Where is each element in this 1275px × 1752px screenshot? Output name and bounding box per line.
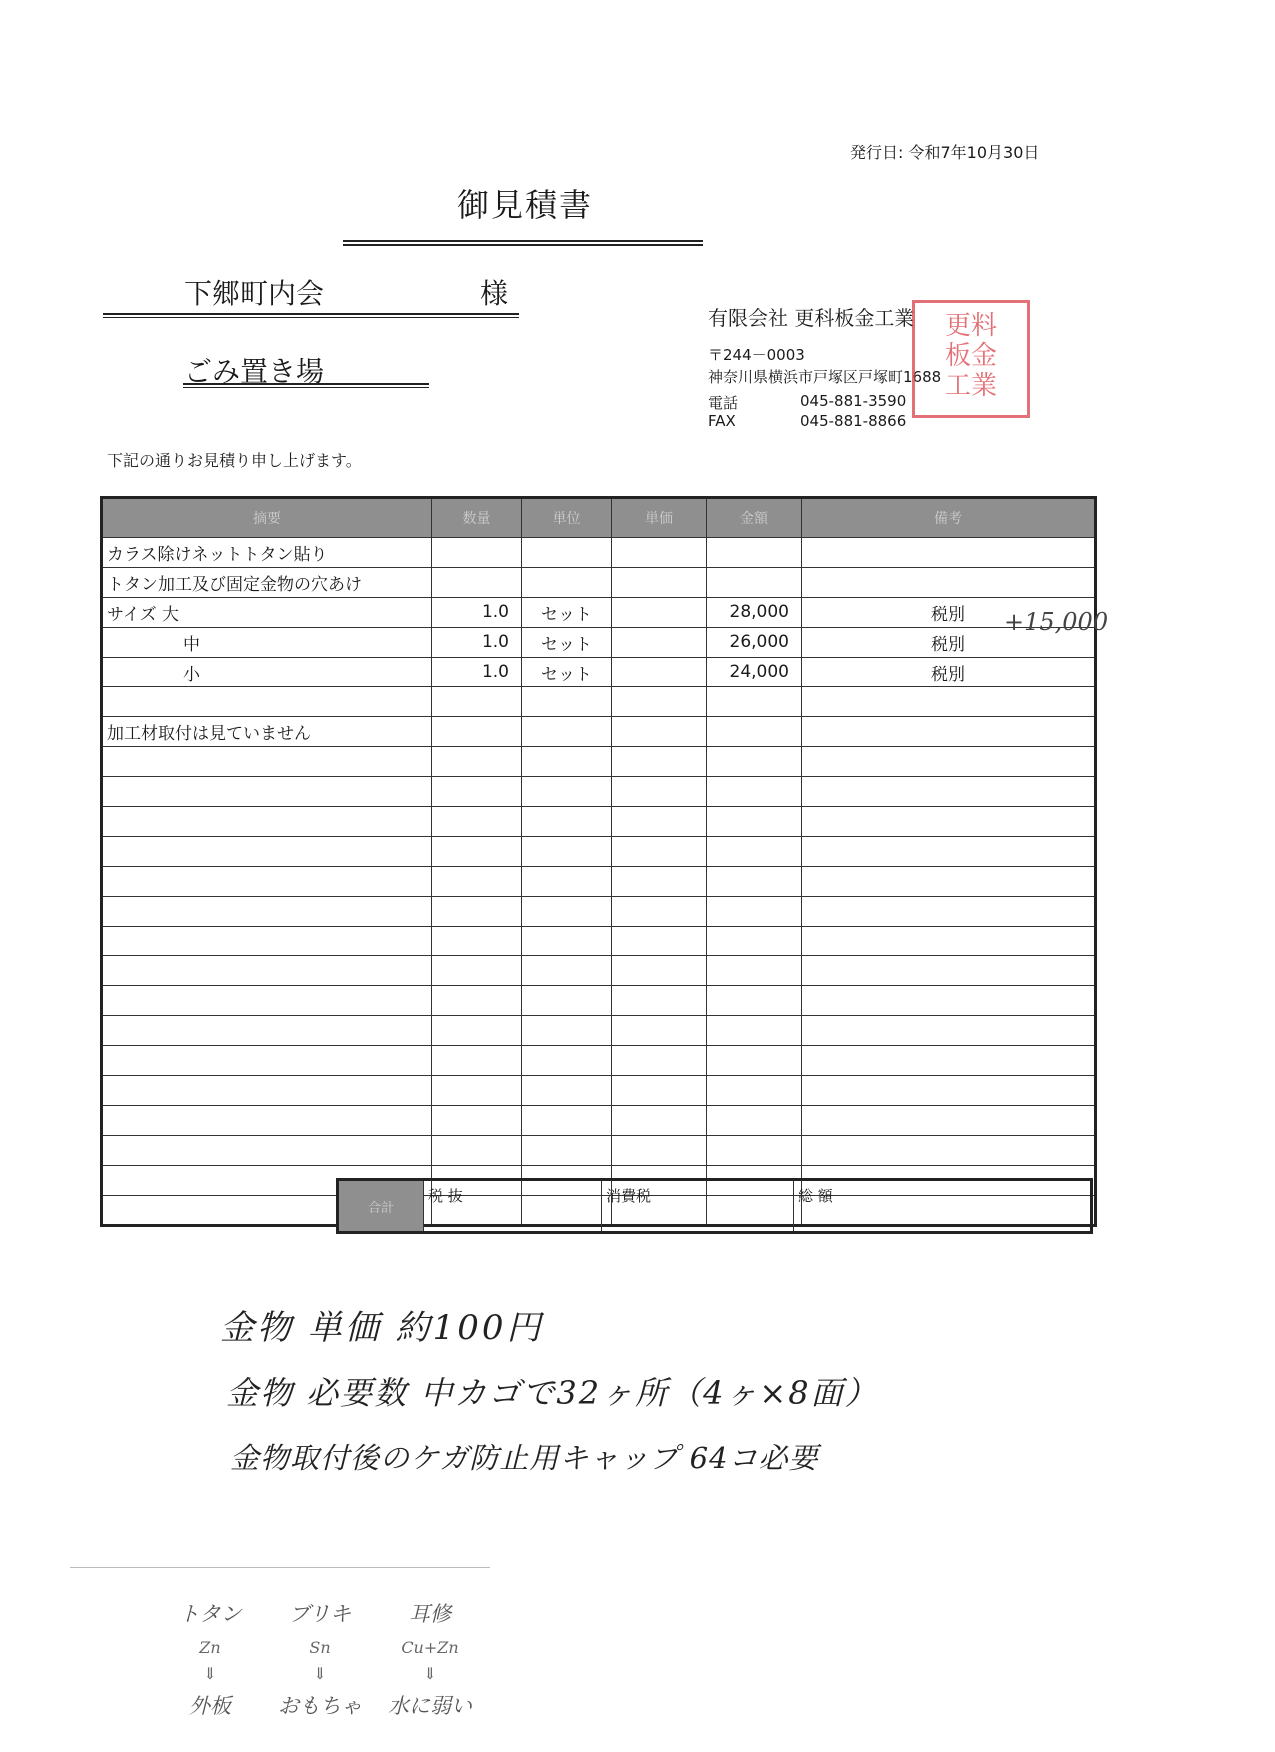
cell-item (102, 1016, 432, 1046)
cell-unit (522, 956, 612, 986)
table-row (102, 1135, 1096, 1165)
memo-material: ブリキ (288, 1602, 352, 1626)
handwritten-note-caps: 金物取付後のケガ防止用キャップ 64コ必要 (230, 1441, 819, 1475)
cell-item (102, 986, 432, 1016)
memo-material: トタン (178, 1602, 242, 1626)
cell-unit-price (612, 1076, 707, 1106)
memo-use: 外板 (189, 1694, 231, 1718)
cell-remarks (802, 717, 1096, 747)
cell-quantity: 1.0 (432, 627, 522, 657)
cell-unit (522, 717, 612, 747)
cell-quantity (432, 1076, 522, 1106)
project-underline (183, 383, 429, 388)
project-name: ごみ置き場 (184, 355, 325, 388)
cell-remarks (802, 1016, 1096, 1046)
cell-remarks (802, 777, 1096, 807)
cell-remarks: 税別 (802, 657, 1096, 687)
header-unit-price: 単価 (612, 498, 707, 538)
tel-number: 045-881-3590 (800, 392, 907, 410)
cell-item (102, 777, 432, 807)
cell-amount: 26,000 (707, 627, 802, 657)
cell-remarks (802, 986, 1096, 1016)
cell-amount (707, 1016, 802, 1046)
cell-unit (522, 926, 612, 956)
cell-remarks (802, 896, 1096, 926)
seal-line: 板金 (944, 341, 997, 371)
cell-item: 小 (102, 657, 432, 687)
customer-underline (103, 313, 519, 318)
table-row (102, 1016, 1096, 1046)
cell-item (102, 866, 432, 896)
cell-remarks (802, 1076, 1096, 1106)
header-item: 摘要 (102, 498, 432, 538)
cell-unit-price (612, 777, 707, 807)
grand-total-cell: 総 額 (794, 1180, 1092, 1233)
cell-remarks (802, 1046, 1096, 1076)
memo-arrow-row (160, 1664, 480, 1690)
seal-line: 更料 (944, 311, 997, 341)
memo-element: Sn (309, 1638, 331, 1657)
cell-item (102, 747, 432, 777)
cell-remarks: 税別 (802, 627, 1096, 657)
cell-remarks (802, 807, 1096, 837)
cell-remarks (802, 956, 1096, 986)
table-row (102, 1046, 1096, 1076)
cell-unit: セット (522, 627, 612, 657)
cell-quantity (432, 807, 522, 837)
cell-unit (522, 747, 612, 777)
company-name: 有限会社 更科板金工業 (708, 306, 915, 330)
cell-quantity (432, 926, 522, 956)
cell-quantity (432, 747, 522, 777)
cell-unit (522, 1016, 612, 1046)
cell-item: 中 (102, 627, 432, 657)
company-seal-stamp (912, 300, 1030, 418)
material-memo (160, 1598, 480, 1730)
cell-quantity (432, 717, 522, 747)
cell-quantity (432, 956, 522, 986)
handwritten-note-unit-price: 金物 単価 約100円 (220, 1308, 544, 1348)
cell-quantity (432, 986, 522, 1016)
cell-amount (707, 1076, 802, 1106)
cell-remarks (802, 1105, 1096, 1135)
memo-use-row (160, 1690, 480, 1730)
cell-amount (707, 687, 802, 717)
down-arrow-icon: ⇓ (423, 1664, 437, 1683)
cell-unit (522, 807, 612, 837)
cell-item (102, 1046, 432, 1076)
cell-unit-price (612, 1105, 707, 1135)
customer-name: 下郷町内会 (184, 277, 325, 310)
memo-material-row (160, 1598, 480, 1638)
fax-label: FAX (708, 412, 736, 430)
cell-remarks (802, 538, 1096, 568)
intro-text: 下記の通りお見積り申し上げます。 (107, 451, 362, 470)
table-row (102, 657, 1096, 687)
cell-item (102, 1105, 432, 1135)
cell-quantity (432, 1046, 522, 1076)
cell-item: カラス除けネットトタン貼り (102, 538, 432, 568)
memo-element: Cu+Zn (401, 1638, 459, 1657)
cell-unit-price (612, 627, 707, 657)
cell-quantity (432, 866, 522, 896)
tax-cell: 消費税 (602, 1180, 794, 1233)
document-title: 御見積書 (456, 186, 593, 224)
table-row (102, 986, 1096, 1016)
cell-amount (707, 538, 802, 568)
cell-amount (707, 1105, 802, 1135)
cell-unit (522, 777, 612, 807)
handwritten-note-quantity: 金物 必要数 中カゴで32ヶ所（4ヶ×8面） (226, 1374, 879, 1412)
cell-unit-price (612, 538, 707, 568)
cell-quantity (432, 538, 522, 568)
cell-unit-price (612, 717, 707, 747)
cell-amount (707, 1046, 802, 1076)
cell-unit-price (612, 956, 707, 986)
cell-quantity (432, 567, 522, 597)
cell-unit (522, 836, 612, 866)
cell-quantity (432, 836, 522, 866)
seal-line: 工業 (944, 371, 997, 401)
cell-unit (522, 1076, 612, 1106)
cell-unit: セット (522, 657, 612, 687)
cell-unit (522, 866, 612, 896)
cell-remarks (802, 687, 1096, 717)
totals-table (336, 1178, 1093, 1234)
cell-unit-price (612, 986, 707, 1016)
header-quantity: 数量 (432, 498, 522, 538)
memo-use: 水に弱い (388, 1694, 472, 1718)
table-row (102, 717, 1096, 747)
cell-remarks (802, 747, 1096, 777)
cell-quantity (432, 777, 522, 807)
cell-unit (522, 986, 612, 1016)
table-row (102, 807, 1096, 837)
table-row (102, 836, 1096, 866)
cell-item (102, 687, 432, 717)
cell-unit-price (612, 597, 707, 627)
table-row (102, 597, 1096, 627)
handwritten-margin-note: +15,000 (1004, 608, 1109, 636)
cell-amount (707, 956, 802, 986)
cell-unit-price (612, 1016, 707, 1046)
table-row (102, 1105, 1096, 1135)
cell-amount (707, 896, 802, 926)
cell-unit-price (612, 866, 707, 896)
title-underline (343, 240, 703, 246)
cell-quantity (432, 1016, 522, 1046)
cell-item (102, 807, 432, 837)
table-row (102, 1076, 1096, 1106)
memo-use: おもちゃ (278, 1694, 362, 1718)
header-remarks: 備考 (802, 498, 1096, 538)
cell-amount (707, 747, 802, 777)
table-row (102, 627, 1096, 657)
tel-label: 電話 (708, 394, 739, 412)
cell-unit-price (612, 567, 707, 597)
table-row (102, 747, 1096, 777)
table-row (102, 926, 1096, 956)
cell-item (102, 896, 432, 926)
cell-item (102, 1135, 432, 1165)
table-header-row (102, 498, 1096, 538)
cell-remarks (802, 836, 1096, 866)
cell-quantity: 1.0 (432, 597, 522, 627)
cell-unit (522, 1135, 612, 1165)
cell-unit-price (612, 896, 707, 926)
cell-amount (707, 866, 802, 896)
cell-unit (522, 687, 612, 717)
cell-item: 加工材取付は見ていません (102, 717, 432, 747)
cell-item (102, 956, 432, 986)
cell-quantity (432, 1105, 522, 1135)
cell-amount (707, 717, 802, 747)
cell-amount (707, 777, 802, 807)
cell-unit: セット (522, 597, 612, 627)
cell-item (102, 926, 432, 956)
cell-unit (522, 1046, 612, 1076)
table-row (102, 777, 1096, 807)
cell-unit (522, 1105, 612, 1135)
table-row (102, 896, 1096, 926)
cell-unit-price (612, 1135, 707, 1165)
memo-element-row (160, 1638, 480, 1664)
subtotal-cell: 税 抜 (424, 1180, 602, 1233)
cell-unit-price (612, 657, 707, 687)
cell-unit (522, 896, 612, 926)
cell-amount: 24,000 (707, 657, 802, 687)
cell-amount (707, 567, 802, 597)
cell-amount (707, 926, 802, 956)
table-row (102, 866, 1096, 896)
down-arrow-icon: ⇓ (313, 1664, 327, 1683)
cell-remarks (802, 1135, 1096, 1165)
header-amount: 金額 (707, 498, 802, 538)
cell-amount: 28,000 (707, 597, 802, 627)
cell-item: サイズ 大 (102, 597, 432, 627)
table-row (102, 567, 1096, 597)
header-unit: 単位 (522, 498, 612, 538)
totals-row (338, 1180, 1092, 1233)
cell-unit-price (612, 926, 707, 956)
cell-quantity (432, 687, 522, 717)
cell-amount (707, 986, 802, 1016)
customer-honorific: 様 (480, 277, 509, 310)
cell-remarks (802, 926, 1096, 956)
quote-table-body (102, 538, 1096, 1226)
table-row (102, 538, 1096, 568)
table-row (102, 956, 1096, 986)
cell-amount (707, 807, 802, 837)
memo-material: 耳修 (409, 1602, 451, 1626)
cell-remarks (802, 567, 1096, 597)
issue-date: 発行日: 令和7年10月30日 (850, 143, 1040, 162)
memo-element: Zn (199, 1638, 221, 1657)
totals-label: 合計 (338, 1180, 424, 1233)
cell-unit-price (612, 807, 707, 837)
cell-amount (707, 836, 802, 866)
cell-unit (522, 538, 612, 568)
company-address: 神奈川県横浜市戸塚区戸塚町1688 (708, 368, 942, 386)
quote-table (100, 496, 1097, 1227)
cell-unit-price (612, 836, 707, 866)
company-postal-code: 〒244－0003 (708, 346, 805, 364)
table-row (102, 687, 1096, 717)
cell-quantity: 1.0 (432, 657, 522, 687)
cell-item (102, 1076, 432, 1106)
cell-item (102, 836, 432, 866)
cell-unit-price (612, 1046, 707, 1076)
cell-unit (522, 567, 612, 597)
cell-quantity (432, 896, 522, 926)
fax-number: 045-881-8866 (800, 412, 907, 430)
memo-divider (70, 1567, 490, 1568)
cell-unit-price (612, 687, 707, 717)
cell-remarks (802, 866, 1096, 896)
cell-remarks: 税別 (802, 597, 1096, 627)
cell-item: トタン加工及び固定金物の穴あけ (102, 567, 432, 597)
cell-amount (707, 1135, 802, 1165)
cell-quantity (432, 1135, 522, 1165)
down-arrow-icon: ⇓ (203, 1664, 217, 1683)
cell-unit-price (612, 747, 707, 777)
